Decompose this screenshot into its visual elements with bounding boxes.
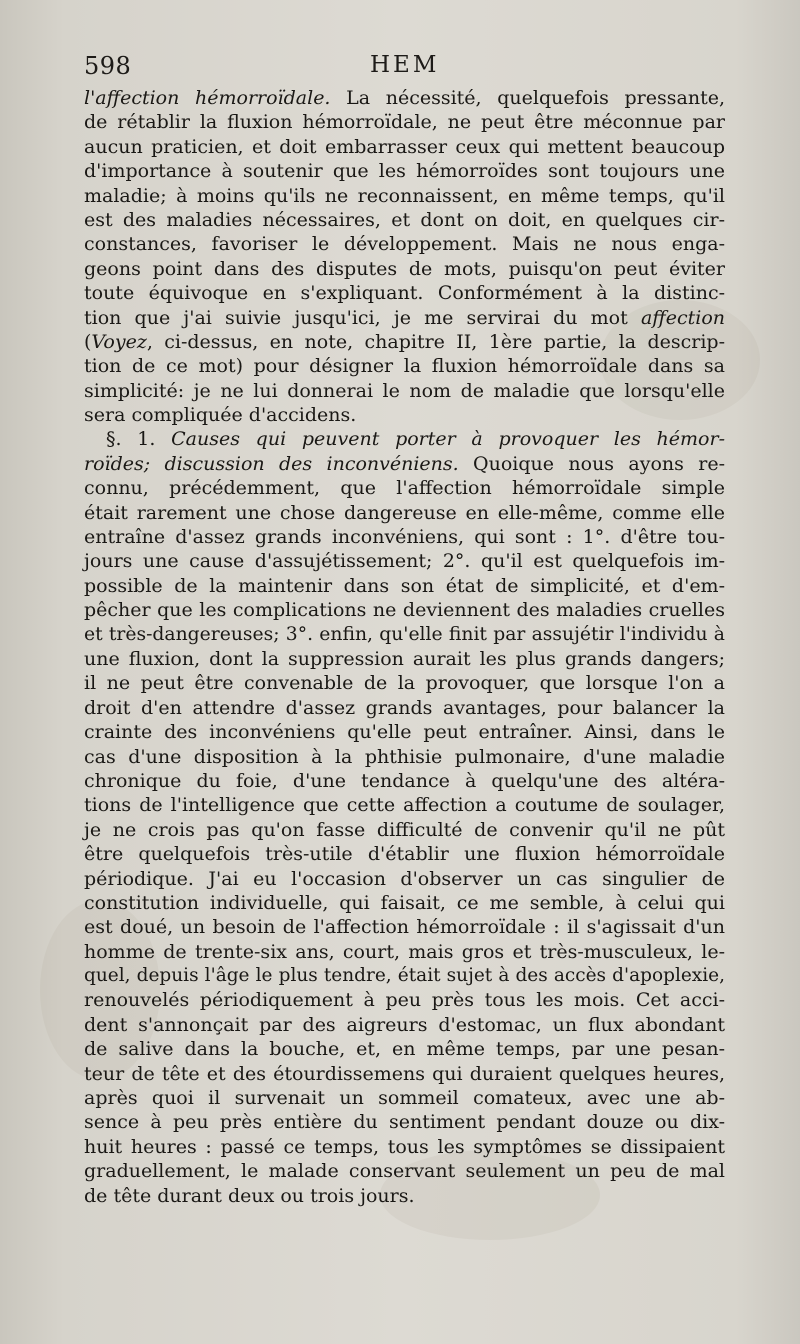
text-segment: La nécessité, quelquefois pressante, [330,87,725,109]
text-segment: tion que j'ai suivie jusqu'ici, je me servirai du mot [84,306,641,329]
text-segment: connu, précédemment, que l'affection hémorroïdale simple [84,477,725,500]
text-segment: sence à peu près entière du sentiment pendant douze ou dix- [84,1111,725,1134]
text-line [84,281,725,305]
text-line [84,1037,725,1061]
text-line [84,184,725,208]
text-segment: geons point dans des disputes de mots, puisqu'on peut éviter [84,257,725,280]
text-segment: chronique du foie, d'une tendance à quelqu'une des altéra- [84,769,725,792]
text-line [84,110,725,134]
text-segment: je ne crois pas qu'on fasse difficulté de convenir qu'il ne pût [84,818,725,841]
text-segment: de tête durant deux ou trois jours. [84,1184,415,1207]
text-segment: droit d'en attendre d'assez grands avantages, pour balancer la [84,696,725,719]
text-segment: d'importance à soutenir que les hémorroïdes sont toujours une [84,160,725,183]
text-line [84,159,725,183]
italic-text: affection [640,306,725,329]
text-segment: il ne peut être convenable de la provoquer, que lorsque l'on a [84,672,725,695]
text-segment: sera compliquée d'accidens. [84,404,357,427]
text-line [84,1184,725,1208]
text-segment: est doué, un besoin de l'affection hémorroïdale : il s'agissait d'un [84,916,725,939]
text-line [84,1159,725,1183]
text-segment: périodique. J'ai eu l'occasion d'observer un cas singulier de [84,867,725,890]
text-line [84,696,725,720]
text-segment: aucun praticien, et doit embarrasser ceux qui mettent beaucoup [84,135,725,158]
text-line [84,452,725,476]
text-line [84,403,725,427]
text-segment: tions de l'intelligence que cette affection a coutume de soulager, [84,794,725,817]
text-line [84,476,725,500]
page-number: 598 [84,52,132,80]
text-line [84,1013,725,1037]
body-text [84,86,725,1208]
text-segment: dent s'annonçait par des aigreurs d'estomac, un flux abondant [84,1013,725,1036]
text-line [84,647,725,671]
text-segment: crainte des inconvéniens qu'elle peut entraîner. Ainsi, dans le [84,721,725,744]
text-segment: être quelquefois très-utile d'établir une fluxion hémorroïdale [84,843,725,866]
text-line [84,208,725,232]
text-segment: est des maladies nécessaires, et dont on doit, en quelques cir- [84,208,725,231]
text-segment: homme de trente-six ans, court, mais gros et très-musculeux, le- [84,940,725,963]
italic-text: Voyez [91,330,147,353]
text-segment: une fluxion, dont la suppression aurait les plus grands dangers; [84,647,725,670]
text-segment: huit heures : passé ce temps, tous les symptômes se dissipaient [84,1135,725,1158]
text-line [84,379,725,403]
text-line [84,964,725,988]
text-segment: cas d'une disposition à la phthisie pulmonaire, d'une maladie [84,745,725,768]
text-line [84,769,725,793]
text-line [84,306,725,330]
text-segment: jours une cause d'assujétissement; 2°. qu'il est quelquefois im- [84,550,725,573]
text-segment: pêcher que les complications ne deviennent des maladies cruelles [84,599,725,622]
text-line [84,1110,725,1134]
text-segment: simplicité: je ne lui donnerai le nom de maladie que lorsqu'elle [84,379,725,402]
text-line [84,501,725,525]
text-line [84,818,725,842]
text-line [84,427,725,451]
text-line [84,525,725,549]
text-line [84,330,725,354]
page-header [84,52,724,82]
text-segment: de rétablir la fluxion hémorroïdale, ne peut être méconnue par [84,111,725,134]
text-line [84,1086,725,1110]
text-segment: §. 1. [106,428,172,451]
text-segment: ( [84,330,92,353]
text-line [84,623,725,647]
text-line [84,671,725,695]
text-line [84,257,725,281]
text-segment: toute équivoque en s'expliquant. Conformément à la distinc- [84,282,725,305]
text-segment: possible de la maintenir dans son état de simplicité, et d'em- [84,574,725,597]
text-segment: Quoique nous ayons re- [458,452,725,475]
text-segment: graduellement, le malade conservant seulement un peu de mal [84,1160,725,1183]
text-segment: après quoi il survenait un sommeil comateux, avec une ab- [84,1087,725,1110]
text-segment: constitution individuelle, qui faisait, ce me semble, à celui qui [84,891,725,914]
text-segment: tion de ce mot) pour désigner la fluxion hémorroïdale dans sa [84,355,725,378]
text-line [84,354,725,378]
italic-text: l'affection hémorroïdale. [84,87,331,109]
running-head: HEM [370,52,440,78]
italic-text: Causes qui peuvent porter à provoquer les hémor- [171,428,725,451]
text-segment: teur de tête et des étourdissemens qui duraient quelques heures, [84,1062,725,1085]
text-line [84,988,725,1012]
text-line [84,745,725,769]
text-line [84,915,725,939]
text-segment: et très-dangereuses; 3°. enfin, qu'elle finit par assujétir l'individu à [84,623,725,645]
text-line [84,891,725,915]
text-line [84,549,725,573]
text-line [84,135,725,159]
text-line [84,574,725,598]
text-line [84,598,725,622]
text-segment: maladie; à moins qu'ils ne reconnaissent, en même temps, qu'il [84,184,725,207]
text-segment: , ci-dessus, en note, chapitre II, 1ère partie, la descrip- [146,330,725,353]
text-line [84,86,725,110]
text-line [84,720,725,744]
text-line [84,842,725,866]
text-segment: de salive dans la bouche, et, en même temps, par une pesan- [84,1038,725,1061]
text-line [84,793,725,817]
text-line [84,940,725,964]
text-line [84,1135,725,1159]
text-segment: renouvelés périodiquement à peu près tous les mois. Cet acci- [84,989,725,1012]
text-segment: était rarement une chose dangereuse en elle-même, comme elle [84,501,725,524]
italic-text: roïdes; discussion des inconvéniens. [84,452,459,475]
text-line [84,1062,725,1086]
text-segment: quel, depuis l'âge le plus tendre, était sujet à des accès d'apoplexie, [84,965,725,987]
text-line [84,232,725,256]
text-segment: constances, favoriser le développement. Mais ne nous enga- [84,233,725,256]
text-line [84,867,725,891]
text-segment: entraîne d'assez grands inconvéniens, qui sont : 1°. d'être tou- [84,526,725,549]
